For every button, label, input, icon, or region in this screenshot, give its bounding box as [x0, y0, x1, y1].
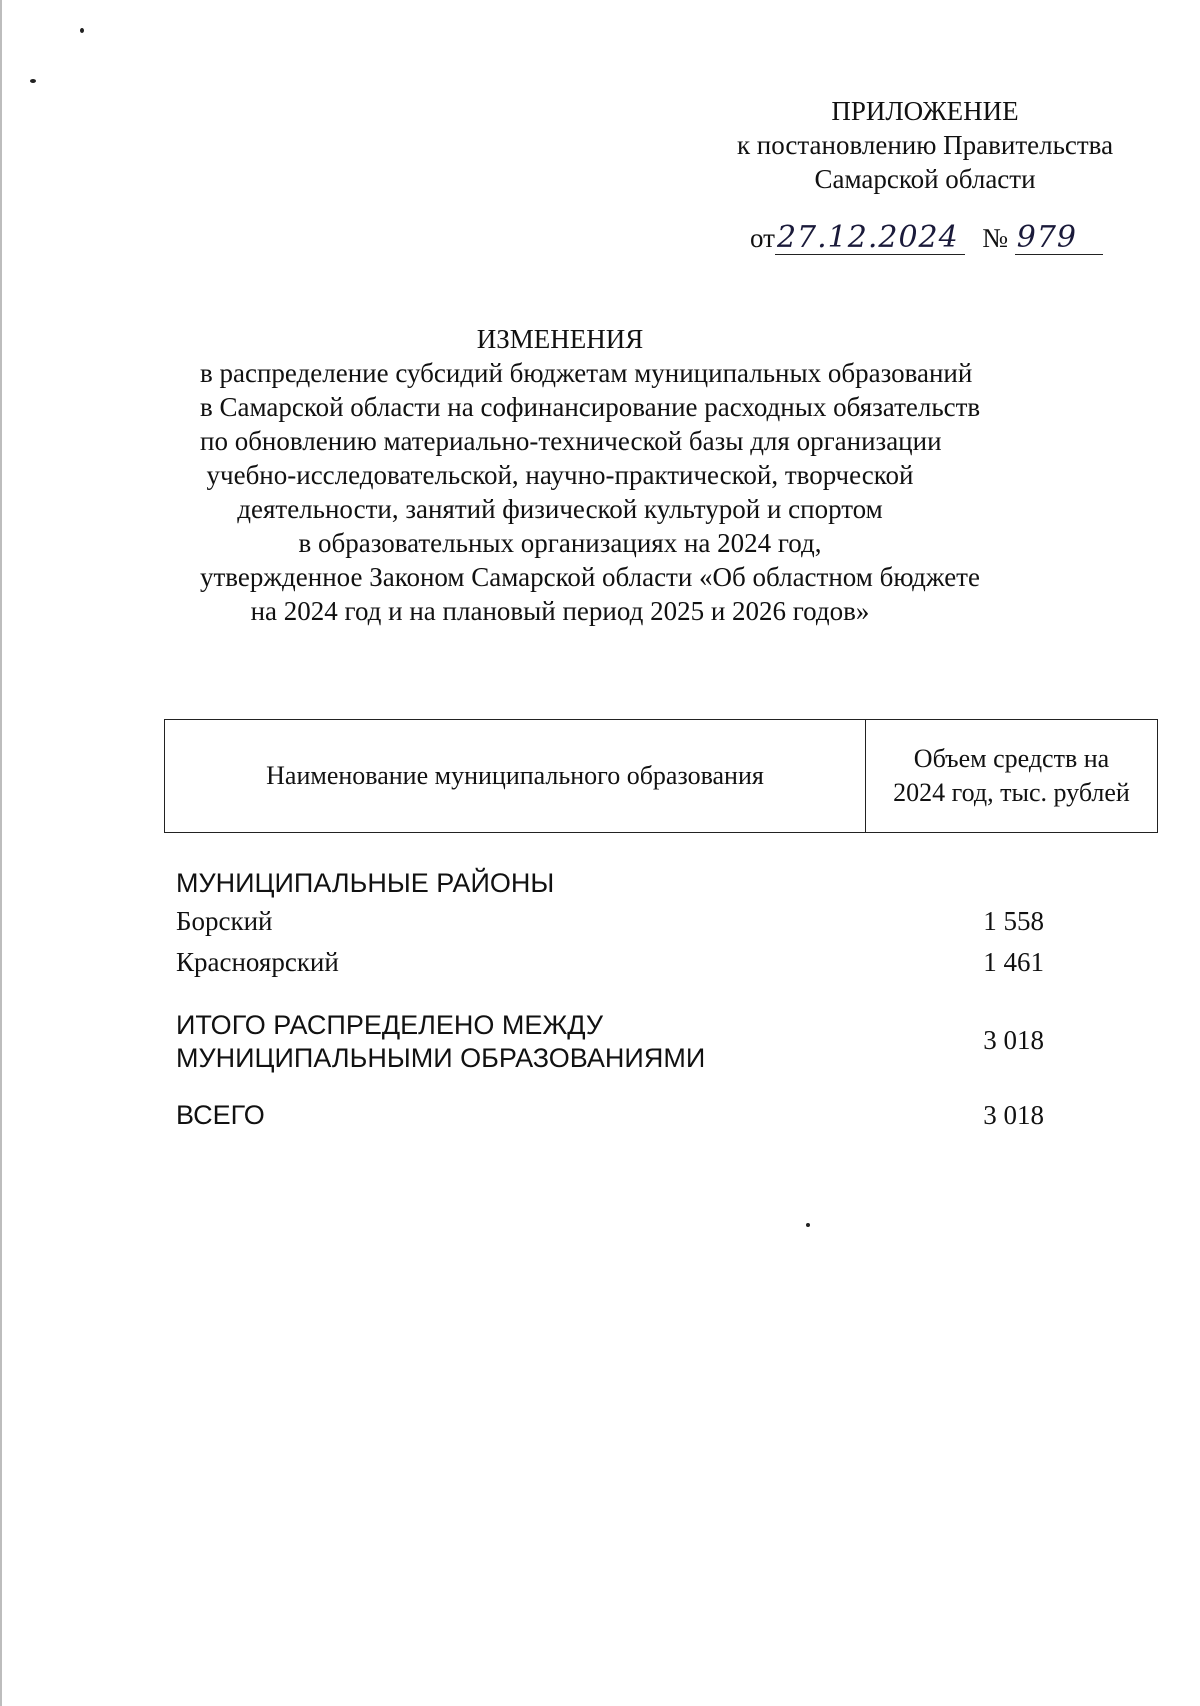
column-header-amount-line-2: 2024 год, тыс. рублей	[893, 778, 1130, 807]
total-label: ВСЕГО	[176, 1100, 265, 1130]
scan-speck	[30, 79, 36, 83]
row-name-krasnoyarsky: Красноярский	[176, 947, 339, 977]
row-value-krasnoyarsky: 1 461	[983, 947, 1044, 977]
heading-line: в распределение субсидий бюджетам муниципальных образований	[200, 358, 973, 388]
column-header-amount-line-1: Объем средств на	[913, 744, 1110, 773]
appendix-title: ПРИЛОЖЕНИЕ	[831, 96, 1019, 126]
handwritten-number: 979	[1015, 222, 1103, 255]
scan-edge	[0, 0, 2, 1706]
scan-speck	[806, 1223, 810, 1227]
appendix-line-2: к постановлению Правительства	[736, 130, 1114, 160]
row-value-borsky: 1 558	[983, 906, 1044, 936]
appendix-header	[700, 94, 1150, 196]
column-header-amount	[866, 720, 1158, 833]
subtotal-value: 3 018	[983, 1025, 1044, 1055]
document-heading	[200, 322, 981, 628]
table-header	[164, 719, 1158, 833]
heading-line: в образовательных организациях на 2024 год,	[298, 528, 822, 558]
row-name-borsky: Борский	[176, 906, 273, 936]
heading-line: утвержденное Законом Самарской области «Об областном бюджете	[200, 562, 980, 592]
subtotal-label-line-2: МУНИЦИПАЛЬНЫМИ ОБРАЗОВАНИЯМИ	[176, 1043, 706, 1073]
heading-line: деятельности, занятий физической культурой и спортом	[237, 494, 883, 524]
total-value: 3 018	[983, 1100, 1044, 1130]
resolution-date-number	[750, 222, 1103, 255]
subtotal-label-line-1: ИТОГО РАСПРЕДЕЛЕНО МЕЖДУ	[176, 1010, 604, 1040]
column-header-name: Наименование муниципального образования	[165, 720, 866, 833]
handwritten-date: 27.12.2024	[775, 222, 965, 255]
heading-line: в Самарской области на софинансирование расходных обязательств	[200, 392, 981, 422]
from-label: от	[750, 223, 775, 253]
appendix-line-3: Самарской области	[814, 164, 1036, 194]
heading-line: на 2024 год и на плановый период 2025 и 2026 годов»	[250, 596, 870, 626]
scan-speck	[80, 28, 84, 33]
number-label: №	[982, 223, 1008, 253]
section-heading: МУНИЦИПАЛЬНЫЕ РАЙОНЫ	[176, 868, 555, 898]
heading-line: учебно-исследовательской, научно-практической, творческой	[206, 460, 914, 490]
heading-title: ИЗМЕНЕНИЯ	[476, 324, 644, 354]
heading-line: по обновлению материально-технической базы для организации	[200, 426, 942, 456]
